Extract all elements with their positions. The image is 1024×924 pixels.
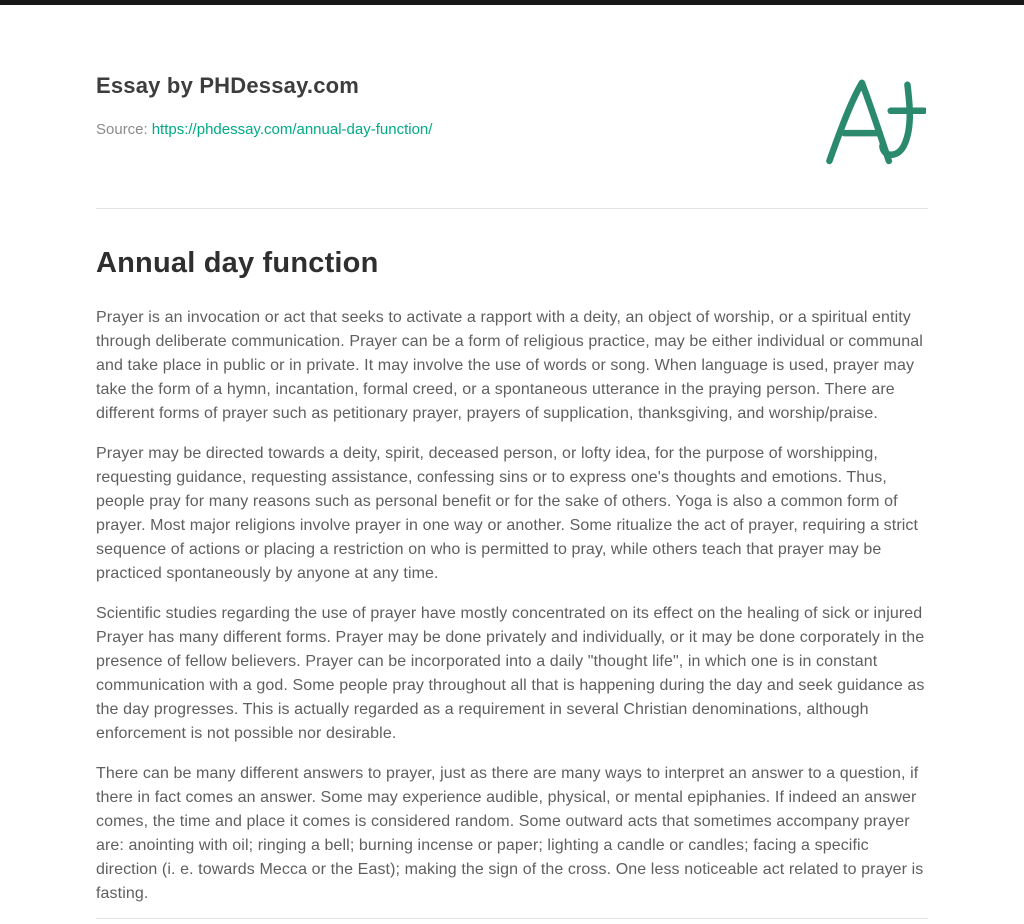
bottom-divider [96,918,928,919]
essay-content [0,209,1024,906]
essay-title: Annual day function [96,247,379,279]
source-label: Source: [96,121,148,138]
source-line [96,121,432,138]
essay-paragraph-2: Prayer may be directed towards a deity, spirit, deceased person, or lofty idea, for the purpose of worshipping, requesting guidance, requesting assistance, confessing sins or to express one's thoughts and emotions. Thus, people pray for many reasons such as personal benefit or for the sake of others. Yoga is also a common form of prayer. Most major religions involve prayer in one way or another. Some ritualize the act of prayer, requiring a strict sequence of actions or placing a restriction on who is permitted to pray, while others teach that prayer may be practiced spontaneously by anyone at any time. [96,445,919,582]
source-link[interactable]: https://phdessay.com/annual-day-function/ [151,121,433,138]
page-header [96,5,928,172]
brand-heading: Essay by PHDessay.com [96,73,360,98]
essay-paragraph-4: There can be many different answers to prayer, just as there are many ways to interpret an answer to a question, if there in fact comes an answer. Some may experience audible, physical, or mental epiphanies. If indeed an answer comes, the time and place it comes is considered random. Some outward acts that sometimes accompany prayer are: anointing with oil; ringing a bell; burning incense or paper; lighting a candle or candles; facing a specific direction (i. e. towards Mecca or the East); making the sign of the cross. One less noticeable act related to prayer is fasting. [96,765,924,902]
phdessay-a-plus-logo-icon [822,75,926,172]
header-text [96,73,432,138]
essay-body [96,280,928,906]
essay-paragraph-3: Scientific studies regarding the use of prayer have mostly concentrated on its effect on the healing of sick or injured Prayer has many different forms. Prayer may be done privately and individually, or it may be done corporately in the presence of fellow believers. Prayer can be incorporated into a daily "thought life", in which one is in constant communication with a god. Some people pray throughout all that is happening during the day and seek guidance as the day progresses. This is actually regarded as a requirement in several Christian denominations, although enforcement is not possible nor desirable. [96,605,925,742]
essay-paragraph-1: Prayer is an invocation or act that seeks to activate a rapport with a deity, an object of worship, or a spiritual entity through deliberate communication. Prayer can be a form of religious practice, may be either individual or communal and take place in public or in private. It may involve the use of words or song. When language is used, prayer may take the form of a hymn, incantation, formal creed, or a spontaneous utterance in the praying person. There are different forms of prayer such as petitionary prayer, prayers of supplication, thanksgiving, and worship/praise. [96,309,923,422]
